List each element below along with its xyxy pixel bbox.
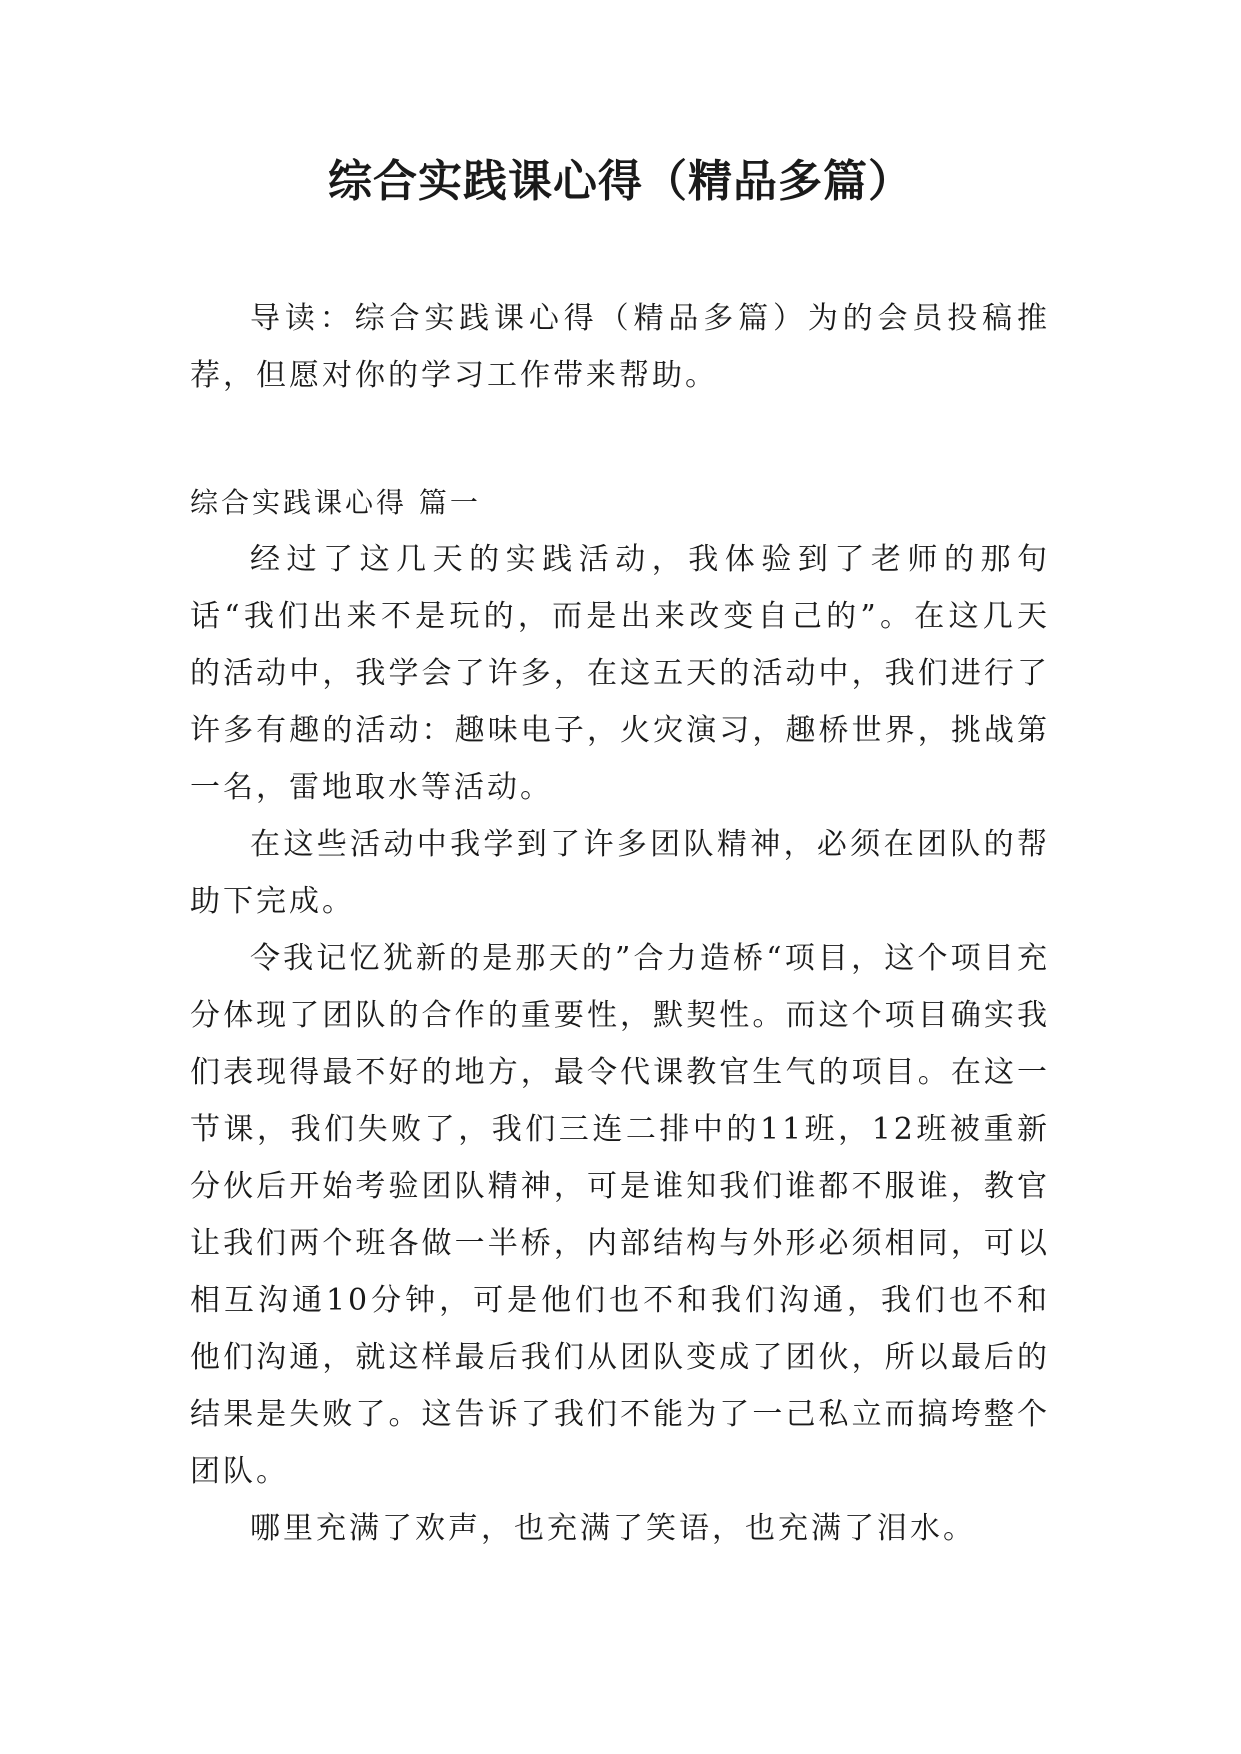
body-paragraph-4: 哪里充满了欢声，也充满了笑语，也充满了泪水。 [250,1511,976,1546]
document-title: 综合实践课心得（精品多篇） [328,156,913,207]
intro-paragraph: 导读：综合实践课心得（精品多篇）为的会员投稿推荐，但愿对你的学习工作带来帮助。 [190,301,1050,393]
body-paragraph-1: 经过了这几天的实践活动，我体验到了老师的那句话“我们出来不是玩的，而是出来改变自己的”。在这几天的活动中，我学会了许多，在这五天的活动中，我们进行了许多有趣的活动：趣味电子，火灾演习，趣桥世界，挑战第一名，雷地取水等活动。 [190,542,1050,805]
body-paragraph-2: 在这些活动中我学到了许多团队精神，必须在团队的帮助下完成。 [190,827,1050,919]
document-body [190,290,1050,1557]
section-heading: 综合实践课心得 篇一 [190,486,481,519]
body-paragraph-3: 令我记忆犹新的是那天的”合力造桥“项目，这个项目充分体现了团队的合作的重要性，默契性。而这个项目确实我们表现得最不好的地方，最令代课教官生气的项目。在这一节课，我们失败了，我们三连二排中的11班，12班被重新分伙后开始考验团队精神，可是谁知我们谁都不服谁，教官让我们两个班各做一半桥，内部结构与外形必须相同，可以相互沟通10分钟，可是他们也不和我们沟通，我们也不和他们沟通，就这样最后我们从团队变成了团伙，所以最后的结果是失败了。这告诉了我们不能为了一己私立而搞垮整个团队。 [190,941,1050,1489]
